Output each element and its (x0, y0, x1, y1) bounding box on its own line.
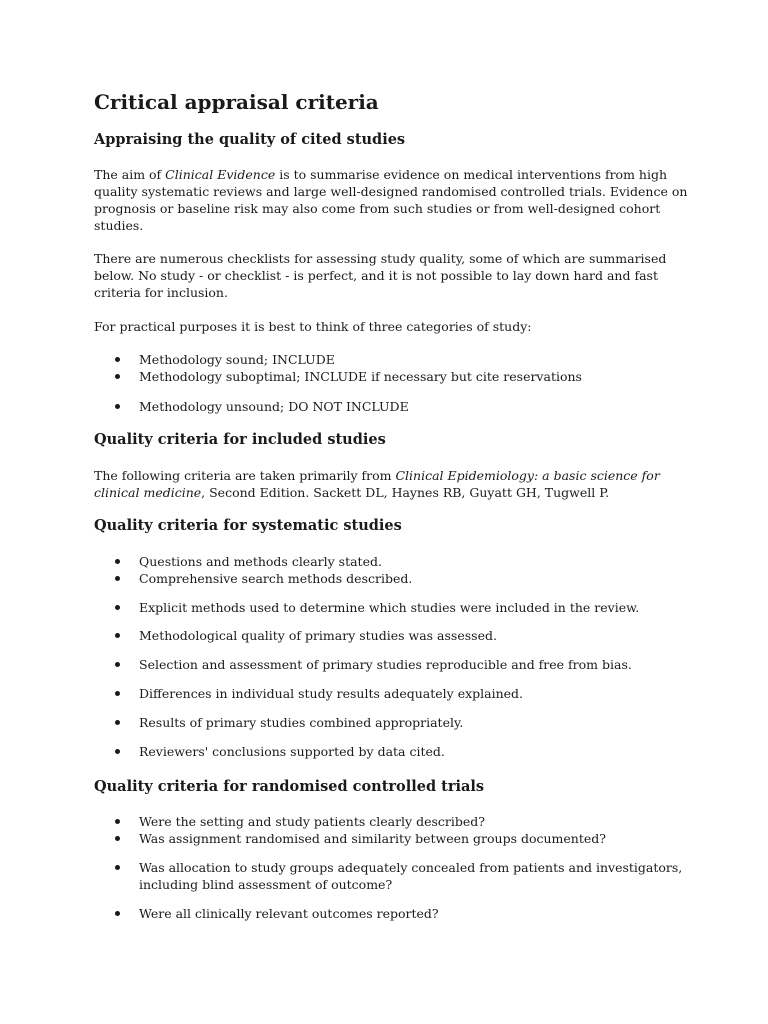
bullet-icon (115, 374, 120, 379)
list-item (94, 368, 699, 385)
bullet-icon (115, 404, 120, 409)
list-item (94, 398, 699, 415)
source-text-end: , Second Edition. Sackett DL, Haynes RB, Guyatt GH, Tugwell P. (201, 485, 610, 500)
list-item (94, 656, 699, 673)
list-item (94, 830, 699, 847)
list-item-text: Were all clinically relevant outcomes reported? (139, 906, 439, 921)
list-item-text: Were the setting and study patients clearly described? (139, 814, 485, 829)
bullet-icon (115, 357, 120, 362)
intro-text-end: is to summarise evidence on medical interventions from high quality systematic reviews and large well-designed randomised controlled trials. Evidence on prognosis or baseline risk may also come from such studies or from well-designed cohort studies. (94, 167, 688, 233)
bullet-icon (115, 819, 120, 824)
criteria-source-paragraph (94, 467, 694, 501)
list-item-text: Was allocation to study groups adequately concealed from patients and investigators, including blind assessment of outcome? (139, 860, 683, 892)
clinical-evidence-title: Clinical Evidence (165, 167, 276, 182)
list-item-text: Explicit methods used to determine which studies were included in the review. (139, 600, 640, 615)
list-item (94, 859, 699, 893)
intro-paragraph (94, 166, 694, 234)
list-item-text: Reviewers' conclusions supported by data cited. (139, 744, 445, 759)
list-item (94, 553, 699, 570)
bullet-icon (115, 865, 120, 870)
section-heading-appraising: Appraising the quality of cited studies (94, 131, 406, 148)
section-heading-systematic: Quality criteria for systematic studies (94, 517, 402, 534)
list-item-text: Results of primary studies combined appropriately. (139, 715, 464, 730)
list-item (94, 743, 699, 760)
book-title: Clinical Epidemiology: a basic science for clinical medicine (94, 468, 660, 500)
bullet-icon (115, 749, 120, 754)
list-item (94, 685, 699, 702)
bullet-icon (115, 576, 120, 581)
list-item (94, 627, 699, 644)
list-item-text: Selection and assessment of primary studies reproducible and free from bias. (139, 657, 632, 672)
bullet-icon (115, 605, 120, 610)
list-item (94, 813, 699, 830)
section-heading-included: Quality criteria for included studies (94, 431, 386, 448)
section-heading-rct: Quality criteria for randomised controlled trials (94, 778, 485, 795)
list-item (94, 599, 699, 616)
page-title: Critical appraisal criteria (94, 90, 379, 114)
bullet-icon (115, 633, 120, 638)
list-item (94, 905, 699, 922)
intro-text-start: The aim of (94, 167, 166, 182)
list-item-text: Comprehensive search methods described. (139, 571, 413, 586)
list-item-text: Methodology unsound; DO NOT INCLUDE (139, 399, 409, 414)
bullet-icon (115, 662, 120, 667)
bullet-icon (115, 559, 120, 564)
bullet-icon (115, 720, 120, 725)
bullet-icon (115, 691, 120, 696)
categories-intro: For practical purposes it is best to think of three categories of study: (94, 319, 532, 334)
list-item-text: Methodology suboptimal; INCLUDE if necessary but cite reservations (139, 369, 582, 384)
bullet-icon (115, 836, 120, 841)
list-item-text: Questions and methods clearly stated. (139, 554, 382, 569)
list-item-text: Differences in individual study results adequately explained. (139, 686, 524, 701)
checklists-paragraph: There are numerous checklists for assessing study quality, some of which are summarised below. No study - or checklist - is perfect, and it is not possible to lay down hard and fast criteria for inclusion. (94, 251, 667, 300)
list-item-text: Was assignment randomised and similarity between groups documented? (139, 831, 606, 846)
list-item (94, 714, 699, 731)
source-text-start: The following criteria are taken primarily from (94, 468, 396, 483)
list-item (94, 351, 699, 368)
list-item-text: Methodological quality of primary studies was assessed. (139, 628, 497, 643)
list-item-text: Methodology sound; INCLUDE (139, 352, 335, 367)
list-item (94, 570, 699, 587)
bullet-icon (115, 911, 120, 916)
